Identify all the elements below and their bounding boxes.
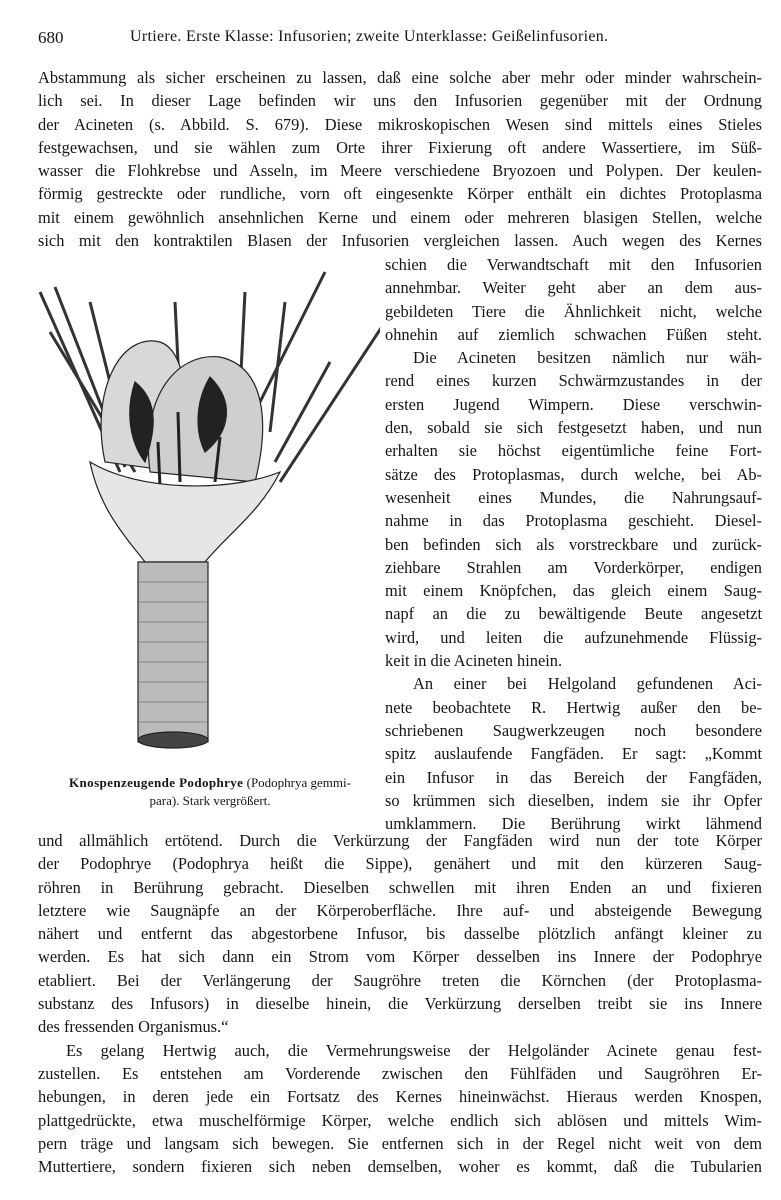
- text-line: des fressenden Organismus.“: [38, 1017, 229, 1037]
- text-line: mit einem Knöpfchen, das gleich einem Saug-: [385, 581, 762, 601]
- text-line: schriebenen Saugwerkzeugen noch besondere: [385, 720, 762, 740]
- text-line: erhalten sie höchst eigentümliche feine Fort-: [385, 441, 762, 461]
- podophrya-illustration: [30, 262, 380, 762]
- text-line: sich mit den kontraktilen Blasen der Infusorien vergleichen lassen. Auch wegen des Kernes: [38, 231, 762, 251]
- caption-line-2: para). Stark vergrößert.: [149, 793, 271, 808]
- text-line: mit einem gewöhnlich ansehnlichen Kerne und einem oder mehreren blasigen Stellen, welche: [38, 207, 762, 227]
- text-line: schien die Verwandtschaft mit den Infusorien: [385, 255, 762, 274]
- text-line: Muttertiere, sondern fixieren sich neben demselben, woher es kommt, daß die Tubularien: [38, 1157, 762, 1177]
- text-line: wesenheit eines Mundes, die Nahrungsauf-: [385, 487, 762, 507]
- page-number: 680: [38, 28, 64, 47]
- text-line: Abstammung als sicher erscheinen zu lassen, daß eine solche aber mehr oder minder wahrschein-: [38, 68, 762, 87]
- text-line: hebungen, in deren jede ein Fortsatz des Kernes hineinwächst. Hieraus werden Knospen,: [38, 1087, 762, 1107]
- page-header: [38, 28, 762, 52]
- text-line: etabliert. Bei der Verlängerung der Saugröhre treten die Körnchen (der Protoplasma-: [38, 970, 762, 990]
- text-line: und allmählich ertötend. Durch die Verkürzung der Fangfäden wird nun der tote Körper: [38, 831, 762, 850]
- text-block-bottom: [38, 829, 762, 1178]
- text-line: nete beobachtete R. Hertwig außer den be-: [385, 697, 762, 717]
- text-line: annehmbar. Weiter geht aber an dem aus-: [385, 278, 762, 298]
- text-line: keit in die Acineten hinein.: [385, 651, 563, 671]
- text-line: letztere wie Saugnäpfe an der Körperoberfläche. Ihre auf- und absteigende Bewegung: [38, 900, 762, 920]
- text-line: förmig gestreckte oder rundliche, vorn oft eingesenkte Körper enthält ein dichtes Protoplasma: [38, 184, 762, 204]
- text-block-top: [38, 66, 762, 252]
- text-line: so krümmen sich dieselben, indem sie ihr Opfer: [385, 790, 762, 810]
- text-line: umklammern. Die Berührung wirkt lähmend: [385, 814, 762, 834]
- text-line: An einer bei Helgoland gefundenen Aci-: [413, 674, 762, 694]
- text-line: sätze des Protoplasmas, durch welche, bei Ab-: [385, 464, 762, 484]
- text-line: wird, und leiten die aufzunehmende Flüssig-: [385, 627, 762, 647]
- text-line: nahme in das Protoplasma geschieht. Diesel-: [385, 511, 762, 531]
- text-line: plattgedrückte, etwa muschelförmige Körper, welche endlich sich ablösen und mittels Wim-: [38, 1110, 762, 1130]
- text-line: der Acineten (s. Abbild. S. 679). Diese mikroskopischen Wesen sind mittels eines Stieles: [38, 114, 762, 134]
- text-line: ohnehin auf ziemlich schwachen Füßen steht.: [385, 324, 762, 344]
- text-line: zustellen. Es entstehen am Vorderende zwischen den Fühlfäden und Saugröhren Er-: [38, 1063, 762, 1083]
- text-line: nähert und entfernt das abgestorbene Infusor, bis dasselbe plötzlich anfängt kleiner zu: [38, 924, 762, 944]
- text-line: gebildeten Tiere die Ähnlichkeit nicht, welche: [385, 301, 762, 321]
- text-line: ziehbare Strahlen am Vorderkörper, endigen: [385, 557, 762, 577]
- text-line: substanz des Infusors) in dieselbe hinein, die Verkürzung derselben treibt sie ins Innere: [38, 994, 762, 1014]
- stalk: [138, 562, 208, 742]
- running-title: Urtiere. Erste Klasse: Infusorien; zweite Unterklasse: Geißelinfusorien.: [130, 28, 609, 45]
- text-line: werden. Es hat sich dann ein Strom vom Körper desselben ins Innere der Podophrye: [38, 947, 762, 967]
- text-line: ersten Jugend Wimpern. Diese verschwin-: [385, 394, 762, 414]
- text-line: napf an die zu bewältigende Beute angesetzt: [385, 604, 762, 624]
- text-line: röhren in Berührung gebracht. Dieselben schwellen mit ihren Enden an und fixieren: [38, 877, 762, 897]
- text-line: lich sei. In dieser Lage befinden wir uns den Infusorien gegenüber mit der Ordnung: [38, 91, 762, 111]
- text-line: pern träge und langsam sich bewegen. Sie entfernen sich in der Regel nicht weit von dem: [38, 1133, 762, 1153]
- text-line: der Podophrye (Podophrya heißt die Sippe), genähert und mit den kürzeren Saug-: [38, 854, 762, 874]
- text-line: festgewachsen, und sie wählen zum Orte ihrer Fixierung oft andere Wassertiere, im Süß-: [38, 137, 762, 157]
- figure-caption: [40, 774, 380, 810]
- text-line: ben befinden sich als vorstreckbare und zurück-: [385, 534, 762, 554]
- text-block-side-column: [385, 253, 762, 835]
- caption-title: Knospenzeugende Podophrye: [69, 775, 244, 790]
- text-line: Die Acineten besitzen nämlich nur wäh-: [413, 348, 762, 368]
- text-line: wasser die Flohkrebse und Asseln, im Meere verschiedene Bryozoen und Polypen. Der keulen-: [38, 161, 762, 181]
- text-line: den, sobald sie sich festgesetzt haben, und nun: [385, 418, 762, 438]
- text-line: rend eines kurzen Schwärmzustandes in der: [385, 371, 762, 391]
- text-line: Es gelang Hertwig auch, die Vermehrungsweise der Helgoländer Acinete genau fest-: [66, 1040, 762, 1060]
- text-line: ein Infusor in das Bereich der Fangfäden,: [385, 767, 762, 787]
- caption-latin: (Podophrya gemmi-: [246, 775, 351, 790]
- text-line: spitz auslaufende Fangfäden. Er sagt: „Kommt: [385, 744, 762, 764]
